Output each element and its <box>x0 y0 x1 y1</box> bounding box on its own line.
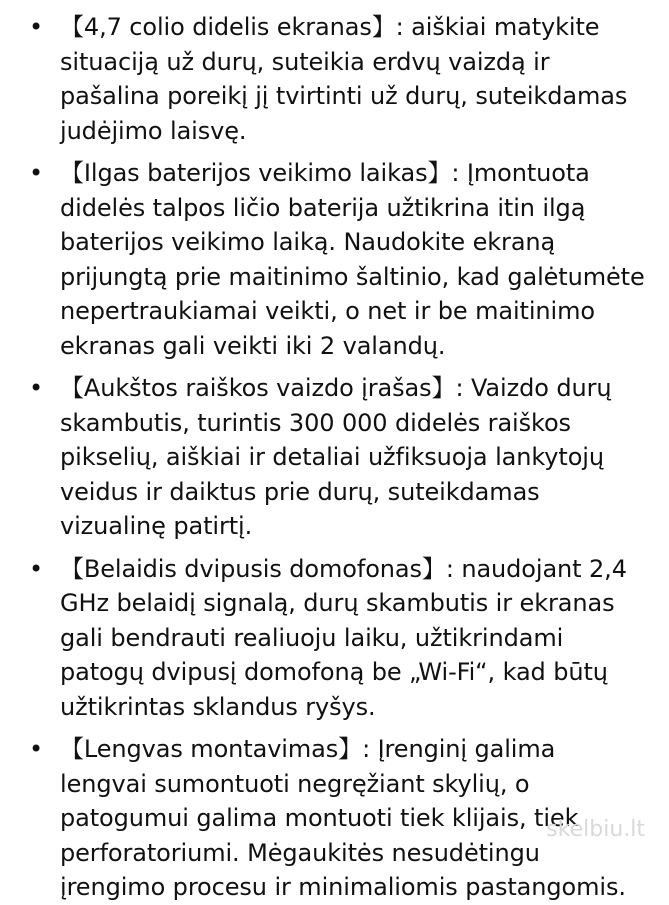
bullet-icon: • <box>29 159 44 187</box>
feature-heading: 【Aukštos raiškos vaizdo įrašas】 <box>60 374 456 402</box>
feature-text: : Vaizdo durų skambutis, turintis 300 000 didelės raiškos pikselių, aiškiai ir detaliai užfiksuoja lankytojų veidus ir daiktus prie durų, suteikdamas vizualinę patirtį. <box>60 374 612 540</box>
feature-item-screen <box>0 10 645 148</box>
feature-heading: 【Belaidis dvipusis domofonas】 <box>60 554 446 583</box>
bullet-icon: • <box>29 735 44 763</box>
feature-heading: 【Lengvas montavimas】 <box>60 735 363 763</box>
feature-text: : aiškiai matykite situaciją už durų, suteikia erdvų vaizdą ir pašalina poreikį jį tvirtinti už durų, suteikdamas judėjimo laisvę. <box>60 13 628 145</box>
feature-heading: 【4,7 colio didelis ekranas】 <box>60 13 396 41</box>
feature-item-battery <box>0 156 645 363</box>
feature-text: : Įrenginį galima lengvai sumontuoti negręžiant skylių, o patogumui galima montuoti tiek klijais, tiek perforatoriumi. Mėgaukitės nesudėtingu įrengimo procesu ir minimaliomis pastangomis. <box>60 735 626 901</box>
feature-item-intercom <box>0 552 645 725</box>
feature-item-video <box>0 371 645 544</box>
feature-item-installation <box>0 732 645 905</box>
feature-heading: 【Ilgas baterijos veikimo laikas】 <box>60 159 452 187</box>
feature-text: : naudojant 2,4 GHz belaidį signalą, durų skambutis ir ekranas gali bendrauti realiuoju laiku, užtikrindami patogų dvipusį domofoną be „Wi-Fi“, kad būtų užtikrintas sklandus ryšys. <box>60 554 627 721</box>
bullet-icon: • <box>29 13 44 41</box>
bullet-icon: • <box>29 374 44 402</box>
feature-text: : Įmontuota didelės talpos ličio baterija užtikrina itin ilgą baterijos veikimo laiką. Naudokite ekraną prijungtą prie maitinimo šaltinio, kad galėtumėte nepertraukiamai veikti, o net ir be maitinimo ekranas gali veikti iki 2 valandų. <box>60 159 645 360</box>
watermark: skelbiu.lt <box>546 817 645 842</box>
bullet-icon: • <box>29 554 44 583</box>
